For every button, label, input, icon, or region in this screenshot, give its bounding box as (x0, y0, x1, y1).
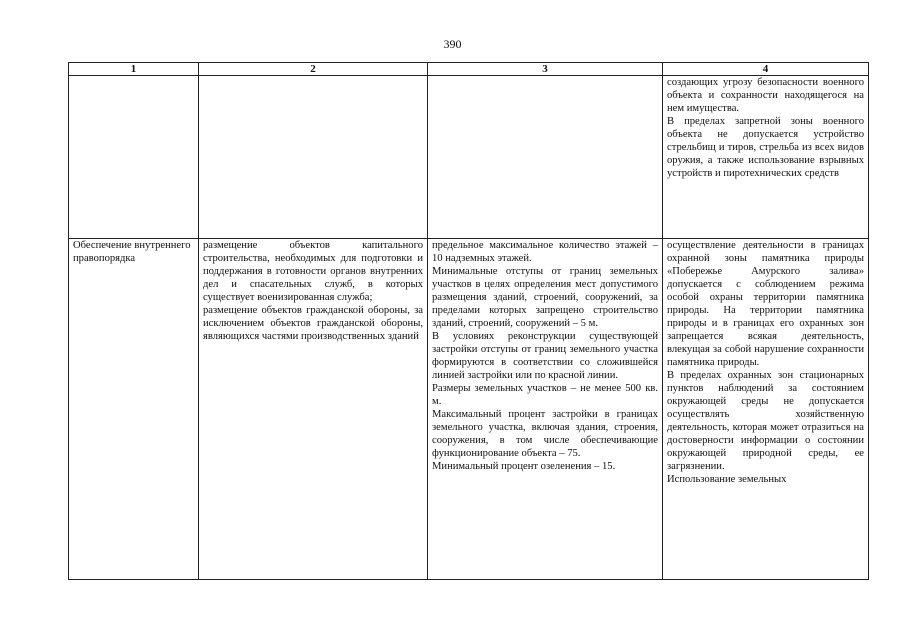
cell-paragraph: предельное максимальное количество этажей – 10 надземных этажей. (432, 240, 658, 264)
restrictions-cell (663, 239, 869, 580)
table-header-row (69, 63, 869, 76)
cell-paragraph: В пределах запретной зоны военного объекта не допускается устройство стрельбищ и тиров, стрельба из всех видов оружия, а также использование взрывных устройств и пиротехнических средств (667, 116, 864, 179)
empty-cell (428, 76, 663, 239)
cell-paragraph: размещение объектов капитального строительства, необходимых для подготовки и поддержания в готовности органов внутренних дел и спасательных служб, в которых существует военизированная служба; (203, 240, 423, 303)
restrictions-cell (663, 76, 869, 239)
table-row (69, 239, 869, 580)
column-header-3: 3 (428, 63, 663, 76)
cell-paragraph: Размеры земельных участков – не менее 500 кв. м. (432, 383, 658, 407)
cell-paragraph: размещение объектов гражданской обороны, за исключением объектов гражданской обороны, являющихся частями производственных зданий (203, 305, 423, 342)
cell-paragraph: создающих угрозу безопасности военного объекта и сохранности находящегося на нем имущества. (667, 77, 864, 114)
cell-paragraph: В условиях реконструкции существующей застройки отступы от границ земельного участка формируются в соответствии со сложившейся линией застройки или по красной линии. (432, 331, 658, 381)
cell-paragraph: Минимальный процент озеленения – 15. (432, 461, 616, 472)
cell-paragraph: Максимальный процент застройки в границах земельного участка, включая здания, строения, сооружения, в том числе обеспечивающие функционирование объекта – 75. (432, 409, 658, 459)
empty-cell (199, 76, 428, 239)
cell-paragraph: Использование земельных (667, 474, 787, 485)
column-header-2: 2 (199, 63, 428, 76)
table-row (69, 76, 869, 239)
cell-paragraph: Минимальные отступы от границ земельных участков в целях определения мест допустимого размещения зданий, строений, сооружений, за пределами которых запрещено строительство зданий, строений, сооружений – 5 м. (432, 266, 658, 329)
page-number: 390 (443, 37, 462, 51)
use-type-cell (69, 239, 199, 580)
column-header-1: 1 (69, 63, 199, 76)
empty-cell (69, 76, 199, 239)
regulations-table (68, 62, 869, 580)
column-header-4: 4 (663, 63, 869, 76)
parameters-cell (428, 239, 663, 580)
use-type-name: Обеспечение внутреннего правопорядка (73, 240, 191, 264)
cell-paragraph: В пределах охранных зон стационарных пунктов наблюдений за состоянием окружающей среды не допускается осуществлять хозяйственную деятельность, которая может отразиться на достоверности информации о состоянии окружающей природной среды, ее загрязнении. (667, 370, 864, 472)
description-cell (199, 239, 428, 580)
cell-paragraph: осуществление деятельности в границах охранной зоны памятника природы «Побережье Амурского залива» допускается с соблюдением режима особой охраны территории памятника природы. На территории памятника природы и в границах его охранных зон запрещается всякая деятельность, влекущая за собой нарушение сохранности памятника природы. (667, 240, 864, 368)
